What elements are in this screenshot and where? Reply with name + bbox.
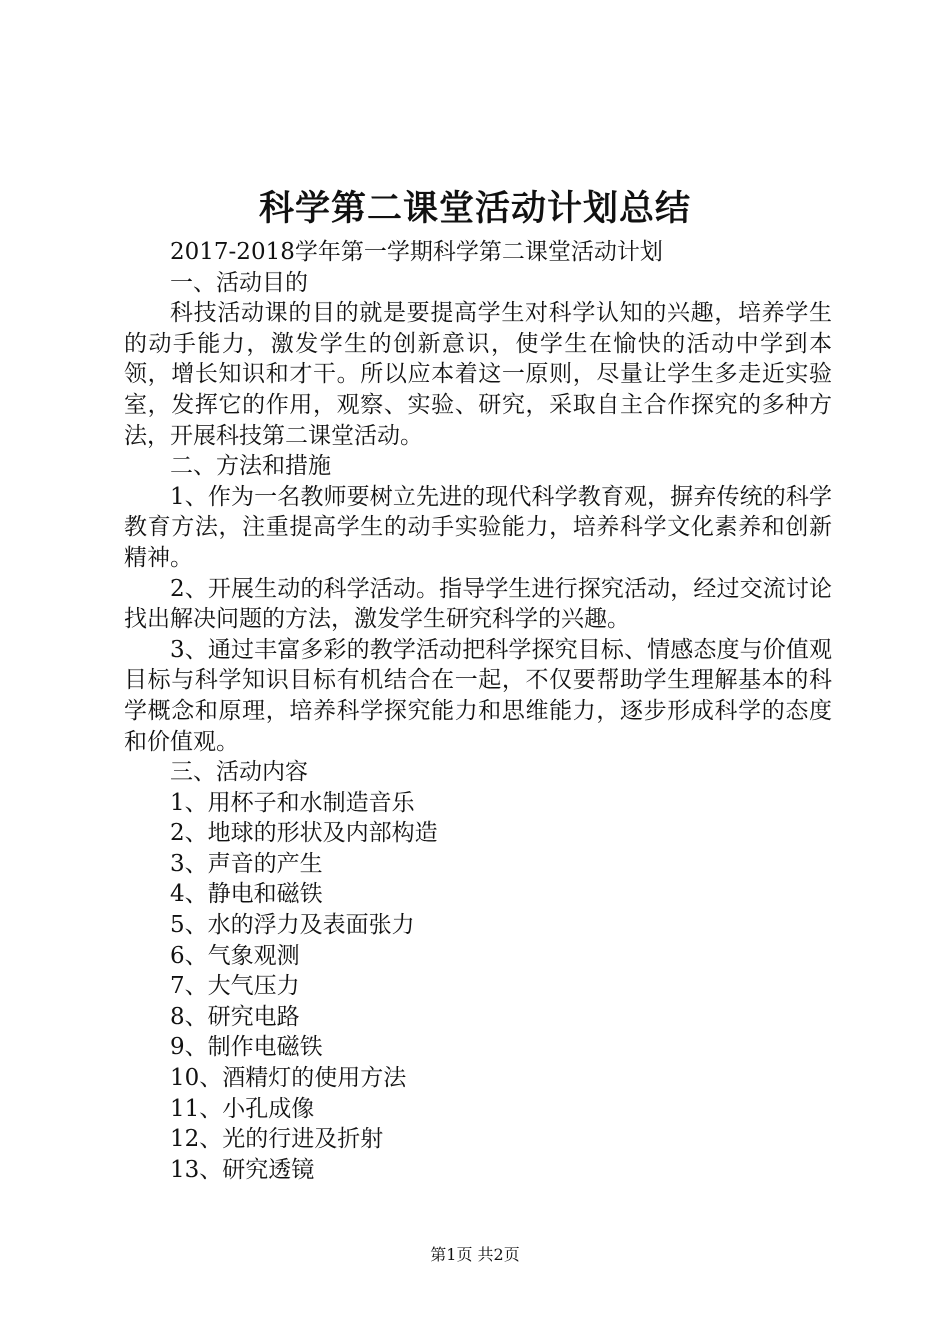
document-title: 科学第二课堂活动计划总结 bbox=[258, 188, 691, 229]
activity-item: 12、光的行进及折射 bbox=[170, 1126, 384, 1153]
paragraph-purpose: 科技活动课的目的就是要提高学生对科学认知的兴趣，培养学生的动手能力，激发学生的创新意识，使学生在愉快的活动中学到本领，增长知识和才干。所以应本着这一原则，尽量让学生多走近实验室，发挥它的作用，观察、实验、研究，采取自主合作探究的多种方法，开展科技第二课堂活动。 bbox=[124, 300, 832, 449]
page-number: 第1页 共2页 bbox=[430, 1245, 520, 1264]
activity-item: 13、研究透镜 bbox=[170, 1156, 315, 1183]
activity-item: 10、酒精灯的使用方法 bbox=[170, 1065, 407, 1092]
activity-item: 6、气象观测 bbox=[170, 942, 300, 969]
method-item: 2、开展生动的科学活动。指导学生进行探究活动，经过交流讨论找出解决问题的方法，激发学生研究科学的兴趣。 bbox=[124, 575, 832, 633]
activity-item: 2、地球的形状及内部构造 bbox=[170, 820, 438, 847]
activity-item: 4、静电和磁铁 bbox=[170, 881, 323, 908]
activity-item: 8、研究电路 bbox=[170, 1003, 300, 1030]
section-heading-methods: 二、方法和措施 bbox=[170, 453, 331, 480]
activity-item: 11、小孔成像 bbox=[170, 1095, 315, 1122]
activity-item: 7、大气压力 bbox=[170, 973, 300, 1000]
activity-item: 3、声音的产生 bbox=[170, 850, 323, 877]
activity-item: 1、用杯子和水制造音乐 bbox=[170, 789, 415, 816]
method-item: 1、作为一名教师要树立先进的现代科学教育观，摒弃传统的科学教育方法，注重提高学生的动手实验能力，培养科学文化素养和创新精神。 bbox=[124, 483, 832, 571]
activity-item: 9、制作电磁铁 bbox=[170, 1034, 323, 1061]
activity-item: 5、水的浮力及表面张力 bbox=[170, 912, 415, 939]
subtitle: 2017-2018学年第一学期科学第二课堂活动计划 bbox=[170, 239, 663, 265]
document-body bbox=[124, 237, 832, 1185]
section-heading-purpose: 一、活动目的 bbox=[170, 269, 308, 296]
method-item: 3、通过丰富多彩的教学活动把科学探究目标、情感态度与价值观目标与科学知识目标有机结合在一起，不仅要帮助学生理解基本的科学概念和原理，培养科学探究能力和思维能力，逐步形成科学的态度和价值观。 bbox=[124, 636, 832, 755]
section-heading-contents: 三、活动内容 bbox=[170, 759, 308, 786]
